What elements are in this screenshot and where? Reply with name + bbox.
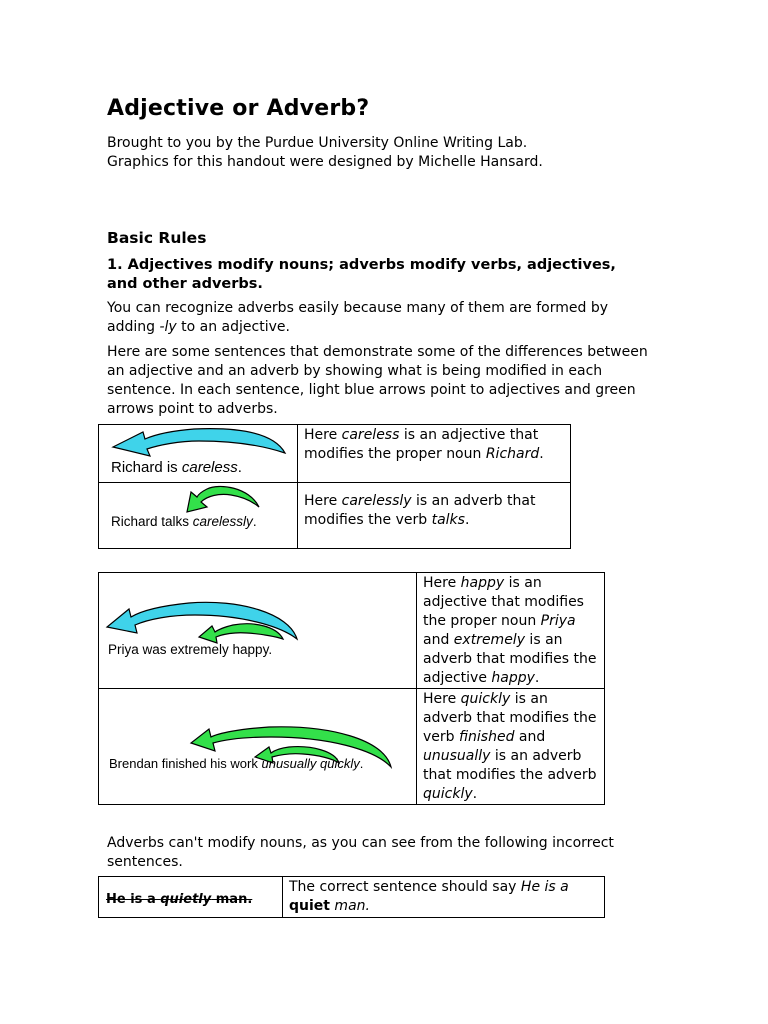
explanation-cell: Here carelessly is an adverb that modifies the verb talks. (298, 483, 571, 549)
intro-paragraph-1 (107, 299, 657, 337)
example-sentence: Richard is careless. (111, 459, 242, 476)
incorrect-example-table (98, 876, 605, 918)
intro-paragraph-2: Here are some sentences that demonstrate some of the differences between an adjective and an adverb by showing what is being modified in each sentence. In each sentence, light blue arrows point to adjectives and green arrows point to adverbs. (107, 344, 648, 417)
intro-text: You can recognize adverbs easily because many of them are formed by adding (107, 300, 609, 335)
explanation-cell: Here quickly is an adverb that modifies the verb finished and unusually is an adverb that modifies the adverb quickly. (417, 689, 605, 805)
section-heading: Basic Rules (107, 229, 207, 247)
incorrect-sentence-cell (99, 877, 283, 918)
adverb-arrow-icon (99, 573, 416, 687)
example-image-cell (99, 425, 298, 483)
intro-text-end: to an adjective. (176, 319, 290, 335)
example-sentence: Priya was extremely happy. (108, 642, 273, 657)
table-row (99, 877, 605, 918)
adverb-arrow-icon (99, 689, 416, 802)
page-title: Adjective or Adverb? (107, 96, 370, 121)
example-image-cell (99, 689, 417, 805)
credits (107, 134, 667, 172)
incorrect-sentence: He is a quietly man. (106, 892, 253, 907)
correction-cell: The correct sentence should say He is a quiet man. (283, 877, 605, 918)
intro-suffix: -ly (159, 319, 177, 335)
example-table-2 (98, 572, 605, 805)
table-row (99, 573, 605, 689)
table-row (99, 483, 571, 549)
example-image-cell (99, 483, 298, 549)
rule-1-heading: 1. Adjectives modify nouns; adverbs modify verbs, adjectives, and other adverbs. (107, 257, 616, 292)
explanation-cell: Here happy is an adjective that modifies the proper noun Priya and extremely is an adverb that modifies the adjective happy. (417, 573, 605, 689)
example-sentence: Brendan finished his work unusually quickly. (109, 756, 364, 771)
credit-line-2: Graphics for this handout were designed by Michelle Hansard. (107, 154, 543, 170)
example-table-1 (98, 424, 571, 549)
explanation-cell: Here careless is an adjective that modifies the proper noun Richard. (298, 425, 571, 483)
example-image-cell (99, 573, 417, 689)
table-row (99, 425, 571, 483)
credit-line-1: Brought to you by the Purdue University Online Writing Lab. (107, 135, 528, 151)
example-sentence: Richard talks carelessly. (111, 514, 257, 529)
nouns-paragraph: Adverbs can't modify nouns, as you can see from the following incorrect sentences. (107, 835, 614, 870)
table-row (99, 689, 605, 805)
